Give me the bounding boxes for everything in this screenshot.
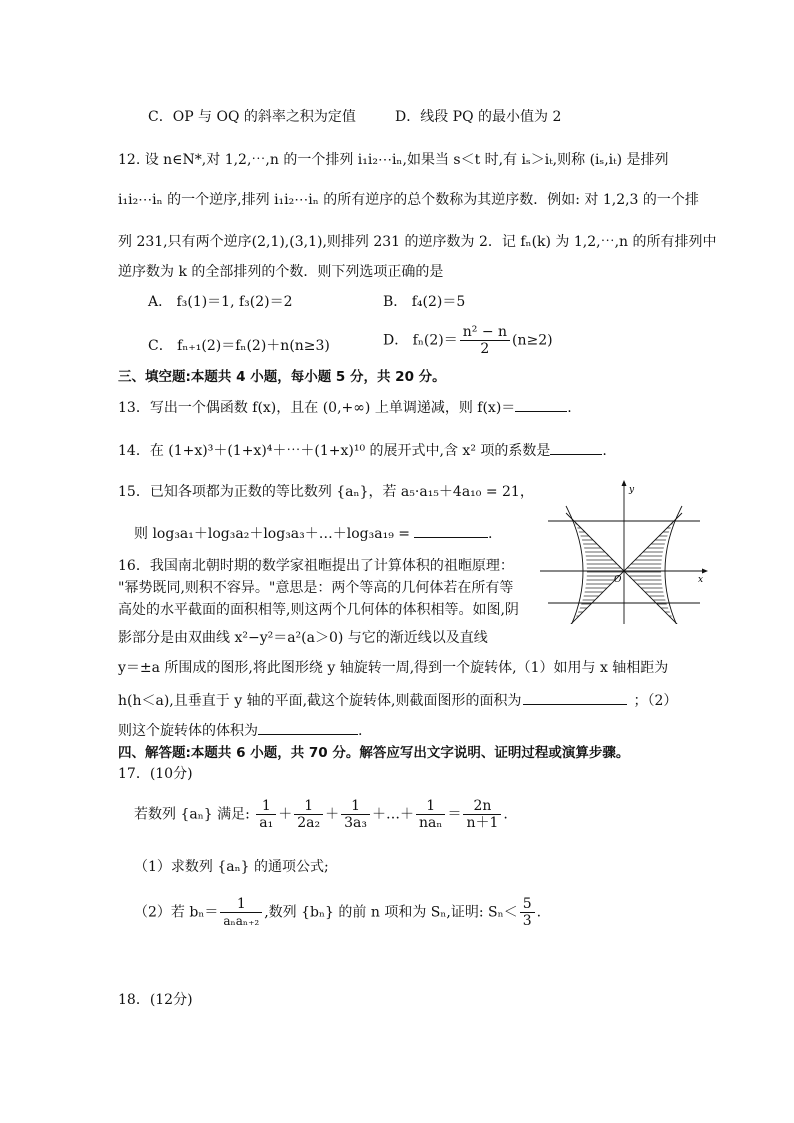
q17-bn-fraction (220, 896, 262, 929)
q16-line-5: y＝±a 所围成的图形,将此图形绕 y 轴旋转一周,得到一个旋转体,（1）如用与 x 轴相距为 (118, 660, 669, 676)
q12-line-4: 逆序数为 k 的全部排列的个数．则下列选项正确的是 (118, 264, 444, 280)
q15-sum-text: 则 log₃a₁＋log₃a₂＋log₃a₃＋…＋log₃a₁₉ = (134, 526, 411, 542)
q17-plus-2: ＋ (325, 806, 340, 823)
q14-line (118, 440, 607, 461)
q16-line-2: "幂势既同,则积不容异。"意思是：两个等高的几何体若在所有等 (118, 580, 514, 596)
q17-term-1 (256, 798, 276, 831)
q15-answer-blank[interactable] (414, 523, 488, 538)
q13-line (118, 397, 572, 418)
q17-term-n-num: 1 (416, 798, 445, 815)
q17-heading: 17．(10分) (118, 766, 193, 782)
q17-term-1-den: a₁ (259, 815, 274, 831)
q13-end: . (567, 400, 572, 416)
q16-part1-end: ；（2） (633, 693, 678, 709)
q17-part-2-end: . (536, 904, 542, 921)
q13-text: 13．写出一个偶函数 f(x)，且在 (0,+∞) 上单调递减，则 f(x)＝ (118, 400, 516, 416)
hyperbola-left-branch (566, 506, 583, 624)
q12-option-d-prefix: D． fₙ(2)＝ (383, 332, 458, 349)
section-3-heading: 三、填空题:本题共 4 小题，每小题 5 分，共 20 分。 (118, 369, 446, 385)
q17-bound-num: 5 (520, 896, 535, 913)
q17-term-1-num: 1 (256, 798, 276, 815)
y-axis-label: y (629, 485, 635, 495)
q16-part2-text: 则这个旋转体的体积为 (118, 723, 258, 739)
x-axis-label: x (698, 575, 704, 585)
q15-end: . (488, 526, 493, 542)
q17-term-2-den: 2a₂ (297, 815, 321, 831)
q17-term-n-den: naₙ (419, 815, 443, 831)
q16-part1-text: h(h＜a),且垂直于 y 轴的平面,截这个旋转体,则截面图形的面积为 (118, 693, 522, 709)
hyperbola-figure (540, 478, 710, 624)
q17-term-2 (294, 798, 323, 831)
q17-rhs-num: 2n (463, 798, 501, 815)
q17-bound-den: 3 (522, 913, 532, 929)
q12-option-c: C． fₙ₊₁(2)＝fₙ(2)＋n(n≥3) (148, 338, 330, 354)
q12-option-d-numerator: n² − n (460, 324, 510, 341)
q13-answer-blank[interactable] (515, 397, 567, 412)
q17-plus-1: ＋ (278, 806, 293, 823)
q17-bn-num: 1 (220, 896, 262, 913)
q17-term-n (416, 798, 445, 831)
q17-condition-prefix: 若数列 {aₙ} 满足: (134, 806, 250, 823)
q11-option-d: D．线段 PQ 的最小值为 2 (395, 109, 562, 125)
q12-option-d-fraction (460, 324, 510, 357)
q12-option-d-denominator: 2 (480, 341, 490, 357)
hyperbola-right-branch (665, 506, 682, 624)
q17-equals: ＝ (447, 806, 462, 823)
x-axis-arrow-icon (702, 569, 708, 574)
q17-ellipsis: ＋…＋ (372, 806, 415, 823)
q12-option-a: A． f₃(1)＝1, f₃(2)＝2 (148, 294, 293, 310)
q14-text: 14．在 (1+x)³＋(1+x)⁴＋⋯＋(1+x)¹⁰ 的展开式中,含 x² 项的系数是 (118, 443, 551, 459)
q18-heading: 18．(12分) (118, 992, 193, 1008)
q17-condition-end: . (503, 806, 508, 823)
q12-line-1: 12. 设 n∈N*,对 1,2,⋯,n 的一个排列 i₁i₂⋯iₙ,如果当 s＜t 时,有 iₛ＞iₜ,则称 (iₛ,iₜ) 是排列 (118, 152, 669, 168)
q12-option-d-suffix: (n≥2) (512, 332, 553, 349)
q12-option-d (383, 324, 553, 357)
q17-part-1: （1）求数列 {aₙ} 的通项公式; (134, 859, 329, 875)
q12-line-3: 列 231,只有两个逆序(2,1),(3,1),则排列 231 的逆序数为 2．记 fₙ(k) 为 1,2,⋯,n 的所有排列中 (118, 234, 717, 250)
q17-part-2-middle: ,数列 {bₙ} 的前 n 项和为 Sₙ,证明: Sₙ＜ (264, 904, 518, 921)
q16-line-7 (118, 720, 362, 741)
q16-line-6 (118, 690, 677, 711)
q12-option-b: B． f₄(2)＝5 (383, 294, 466, 310)
q16-part1-blank[interactable] (523, 690, 627, 705)
q15-line-1: 15．已知各项都为正数的等比数列 {aₙ}，若 a₅·a₁₅＋4a₁₀ = 21， (118, 484, 534, 500)
section-4-heading: 四、解答题:本题共 6 小题，共 70 分。解答应写出文字说明、证明过程或演算步骤。 (118, 745, 630, 761)
q17-part-2-prefix: （2）若 bₙ＝ (134, 904, 219, 921)
q16-line-1: 16．我国南北朝时期的数学家祖暅提出了计算体积的祖暅原理： (118, 558, 514, 574)
q17-term-2-num: 1 (294, 798, 323, 815)
q15-line-2 (134, 523, 492, 544)
origin-label: O (614, 575, 622, 585)
y-axis-arrow-icon (622, 480, 627, 486)
q12-line-2: i₁i₂⋯iₙ 的一个逆序,排列 i₁i₂⋯iₙ 的所有逆序的总个数称为其逆序数．例如: 对 1,2,3 的一个排 (118, 192, 699, 208)
q17-rhs (463, 798, 501, 831)
q16-part2-blank[interactable] (258, 720, 358, 735)
q17-term-3 (341, 798, 370, 831)
q16-line-3: 高处的水平截面的面积相等,则这两个几何体的体积相等。如图,阴 (118, 602, 519, 618)
q16-line-4: 影部分是由双曲线 x²−y²＝a²(a＞0) 与它的渐近线以及直线 (118, 630, 488, 646)
q16-part2-end: . (358, 723, 363, 739)
q17-bn-den: aₙaₙ₊₂ (223, 914, 260, 928)
q17-term-3-den: 3a₃ (344, 815, 368, 831)
q17-part-2 (134, 896, 541, 929)
q17-condition (134, 798, 508, 831)
q14-end: . (602, 443, 607, 459)
q17-rhs-den: n＋1 (466, 815, 499, 831)
q11-option-c: C．OP 与 OQ 的斜率之积为定值 (148, 109, 356, 125)
q17-term-3-num: 1 (341, 798, 370, 815)
q17-bound-fraction (520, 896, 535, 929)
q14-answer-blank[interactable] (550, 440, 602, 455)
